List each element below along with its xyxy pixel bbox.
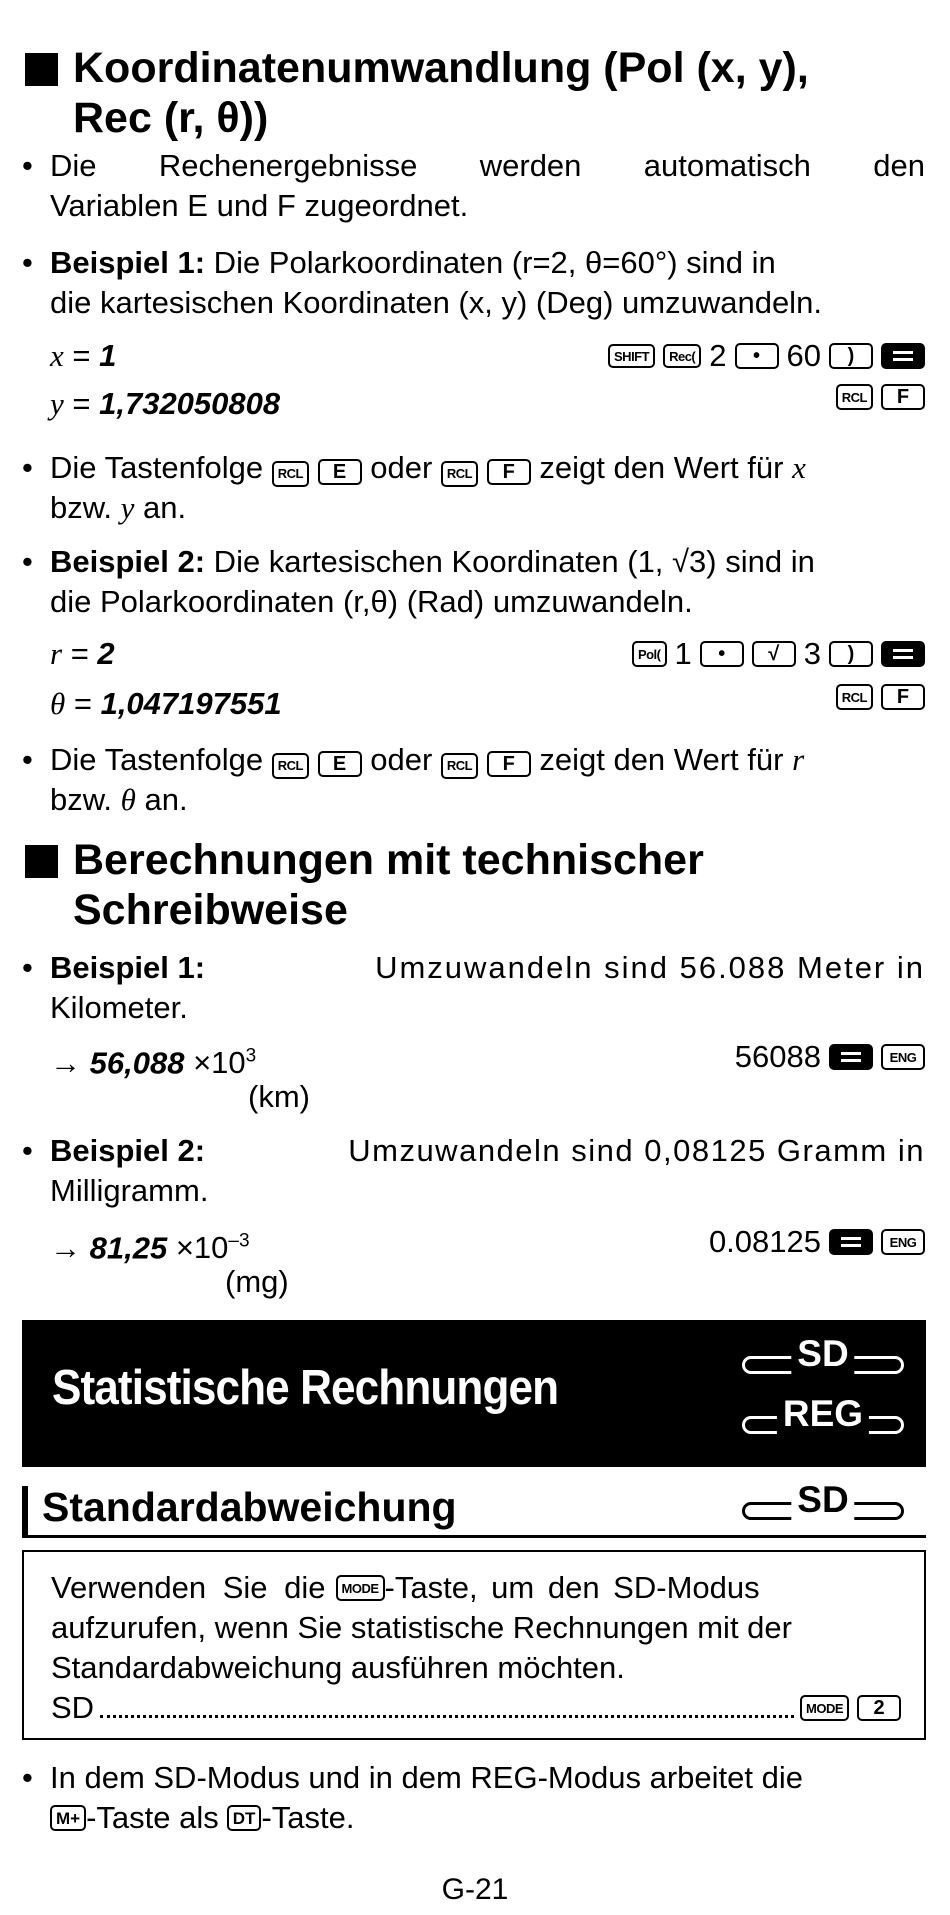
e-key: E (318, 751, 362, 777)
example1-line1: Die Polarkoordinaten (r=2, θ=60°) sind in (205, 245, 776, 280)
mode-badge-sd (742, 1479, 904, 1524)
note-dt-line1: In dem SD-Modus und in dem REG-Modus arbeitet die (50, 1760, 803, 1795)
dt-key: DT (227, 1805, 262, 1831)
pol-key: Pol( (632, 641, 667, 667)
result-variable: y (50, 386, 64, 421)
subsection-title: Standardabweichung (42, 1484, 457, 1530)
rcl-key: RCL (836, 384, 873, 410)
eng-example2-line2: Milligramm. (50, 1173, 209, 1208)
mode-badge-sd (742, 1333, 904, 1378)
m-plus-key: M+ (50, 1805, 86, 1831)
comma-key: • (735, 343, 779, 369)
note-text: Die Tastenfolge (50, 450, 264, 485)
section-title-engineering (73, 835, 933, 935)
example2-result-r: r = 2 (50, 636, 115, 671)
note-text: an. (144, 782, 188, 817)
note2-line1 (50, 740, 925, 780)
mode-key: MODE (800, 1695, 849, 1721)
example2-keystrokes-theta (836, 684, 925, 710)
input-text: 0.08125 (708, 1224, 821, 1259)
eng-key: ENG (881, 1044, 925, 1070)
section-title-coordinates (73, 43, 933, 143)
example2-line1: Umzuwandeln sind 0,08125 Gramm in (348, 1133, 925, 1168)
bullet: • (22, 742, 33, 777)
rcl-key: RCL (441, 753, 478, 779)
eng-example2-keystrokes (709, 1222, 925, 1262)
result-value: 1,732050808 (99, 386, 281, 421)
note-variable: r (792, 742, 805, 777)
arrow-icon: → (50, 1045, 81, 1081)
dot-leader (100, 1715, 794, 1718)
digit-text: 1 (674, 636, 692, 671)
note-text: bzw. (50, 782, 113, 817)
f-key: F (487, 751, 531, 777)
subsection-bottom-rule (22, 1535, 926, 1538)
eng-example2-unit: (mg) (225, 1264, 289, 1299)
note-variable: θ (120, 782, 136, 817)
section-title-line1: Koordinatenumwandlung (Pol (x, y), (73, 44, 809, 92)
bullet-text-line1: Die Rechenergebnisse werden automatisch den (50, 148, 925, 183)
result-value: 1 (99, 338, 117, 373)
comma-key: • (700, 641, 744, 667)
note-text: zeigt den Wert für (539, 742, 784, 777)
close-paren-key: ) (829, 343, 873, 369)
box-line3: Standardabweichung ausführen möchten. (51, 1650, 625, 1685)
eng-example1-result (50, 1037, 256, 1083)
box-text: Verwenden Sie die (51, 1570, 326, 1605)
f-key: F (881, 384, 925, 410)
close-paren-key: ) (829, 641, 873, 667)
input-text: 56088 (734, 1039, 821, 1074)
times-ten: $\times 10^{-3}$ (175, 1230, 250, 1266)
example1-keystrokes-y (836, 384, 925, 410)
eng-example1-keystrokes (735, 1037, 925, 1077)
digit-text: 60 (786, 338, 821, 373)
subsection-header (22, 1476, 926, 1538)
badge-label: SD (791, 1334, 854, 1374)
note-text: zeigt den Wert für (539, 450, 784, 485)
f-key: F (487, 459, 531, 485)
e-key: E (318, 459, 362, 485)
eng-example2-text (50, 1131, 925, 1171)
note-text: oder (370, 450, 433, 485)
result-value: 2 (97, 636, 115, 671)
example2-keystrokes (632, 634, 925, 674)
result-value: 56,088 (89, 1045, 185, 1081)
box-text: -Taste, um den SD-Modus (384, 1570, 760, 1605)
example1-label: Beispiel 1: (50, 950, 206, 985)
example1-text (50, 243, 925, 283)
note-text: -Taste. (261, 1800, 355, 1835)
subsection-left-bar (22, 1486, 28, 1538)
shift-key: SHIFT (608, 344, 655, 368)
digit-text: 3 (803, 636, 821, 671)
section-title-line2: Schreibweise (73, 886, 348, 934)
note1-line1 (50, 448, 925, 488)
box-line1 (51, 1568, 901, 1608)
note-dt-line2 (50, 1798, 925, 1838)
rcl-key: RCL (441, 461, 478, 487)
arrow-icon: → (50, 1230, 81, 1266)
equals-key (829, 1044, 873, 1070)
result-value: 81,25 (89, 1230, 168, 1266)
chapter-banner (22, 1320, 926, 1467)
note-text: an. (143, 490, 187, 525)
equals-key (881, 343, 925, 369)
example2-result-theta: θ = 1,047197551 (50, 686, 282, 721)
paragraph-results-assignment-line2: Variablen E und F zugeordnet. (50, 188, 469, 223)
box-text: SD (51, 1690, 95, 1725)
example1-line1: Umzuwandeln sind 56.088 Meter in (375, 950, 925, 985)
bullet: • (22, 950, 33, 985)
result-variable: θ (50, 686, 66, 721)
section-title-line2: Rec (r, θ)) (73, 94, 269, 142)
example1-label: Beispiel 1: (50, 245, 206, 280)
bullet: • (22, 148, 33, 183)
eng-example2-result (50, 1222, 250, 1268)
mode-key: MODE (336, 1575, 385, 1601)
example2-line2: die Polarkoordinaten (r,θ) (Rad) umzuwandeln. (50, 584, 693, 619)
page-number: G-21 (441, 1873, 509, 1906)
digit-2-key: 2 (857, 1695, 901, 1721)
mode-badge-reg (742, 1393, 904, 1438)
example1-result-y: y = 1,732050808 (50, 386, 281, 421)
equals-key (829, 1229, 873, 1255)
result-value: 1,047197551 (100, 686, 282, 721)
bullet: • (22, 450, 33, 485)
example2-line1: Die kartesischen Koordinaten (1, √3) sind in (205, 544, 815, 579)
times-ten: $\times 10^3$ (193, 1045, 257, 1081)
example1-result-x: x = 1 (50, 338, 117, 373)
eng-key: ENG (881, 1229, 925, 1255)
example2-label: Beispiel 2: (50, 544, 206, 579)
badge-label: SD (791, 1480, 854, 1520)
note-text: Die Tastenfolge (50, 742, 264, 777)
f-key: F (881, 684, 925, 710)
note1-line2 (50, 488, 925, 528)
bullet: • (22, 1760, 33, 1795)
example2-label: Beispiel 2: (50, 1133, 206, 1168)
chapter-title: Statistische Rechnungen (52, 1361, 559, 1415)
note-variable: x (792, 450, 806, 485)
note-text: -Taste als (86, 1800, 219, 1835)
rcl-key: RCL (836, 684, 873, 710)
eng-example1-line2: Kilometer. (50, 990, 188, 1025)
box-line4 (51, 1688, 901, 1728)
example1-keystrokes (608, 336, 925, 376)
box-line2: aufzurufen, wenn Sie statistische Rechnungen mit der (51, 1610, 792, 1645)
exponent: –3 (228, 1231, 250, 1252)
equals-key (881, 641, 925, 667)
rcl-key: RCL (272, 461, 309, 487)
example1-line2: die kartesischen Koordinaten (x, y) (Deg) umzuwandeln. (50, 285, 822, 320)
heading-square-marker (25, 53, 58, 86)
eng-example1-unit: (km) (248, 1079, 310, 1114)
note-text: bzw. (50, 490, 113, 525)
mode-info-box (22, 1550, 926, 1740)
bullet: • (22, 544, 33, 579)
example2-text (50, 542, 925, 582)
eng-example1-text (50, 948, 925, 988)
sqrt-key: √ (752, 641, 796, 667)
result-variable: x (50, 338, 64, 373)
result-variable: r (50, 636, 63, 671)
digit-text: 2 (709, 338, 727, 373)
rcl-key: RCL (272, 753, 309, 779)
bullet: • (22, 1133, 33, 1168)
paragraph-results-assignment (50, 146, 925, 186)
rec-key: Rec( (663, 344, 701, 368)
bullet: • (22, 245, 33, 280)
note2-line2 (50, 780, 925, 820)
section-title-line1: Berechnungen mit technischer (73, 836, 704, 884)
heading-square-marker (25, 845, 58, 878)
note-variable: y (120, 490, 135, 525)
exponent: 3 (245, 1046, 257, 1067)
note-text: oder (370, 742, 433, 777)
badge-label: REG (777, 1394, 869, 1434)
